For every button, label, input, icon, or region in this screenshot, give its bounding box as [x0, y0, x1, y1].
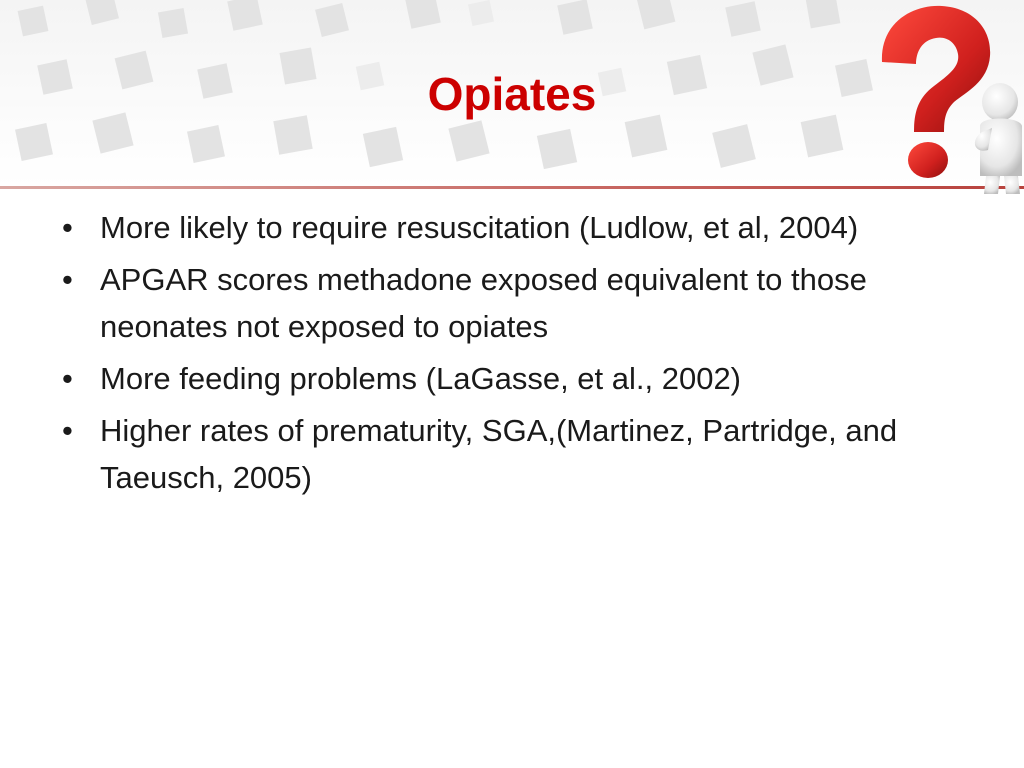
bullet-glyph: • — [62, 413, 73, 448]
bullet-glyph: • — [62, 361, 73, 396]
question-mark-figure-icon — [862, 0, 1024, 195]
list-item-text: More feeding problems (LaGasse, et al., 2002) — [100, 361, 742, 396]
list-item — [58, 407, 978, 501]
list-item-text: Higher rates of prematurity, SGA,(Martinez, Partridge, and Taeusch, 2005) — [100, 413, 898, 495]
list-item — [58, 355, 978, 402]
list-item-text: More likely to require resuscitation (Ludlow, et al, 2004) — [100, 210, 859, 245]
list-item — [58, 256, 978, 350]
list-item-text: APGAR scores methadone exposed equivalent to those neonates not exposed to opiates — [100, 262, 867, 344]
list-item — [58, 204, 978, 251]
slide-title: Opiates — [427, 68, 597, 120]
bullet-glyph: • — [62, 210, 73, 245]
bullet-list — [58, 204, 978, 506]
bullet-glyph: • — [62, 262, 73, 297]
